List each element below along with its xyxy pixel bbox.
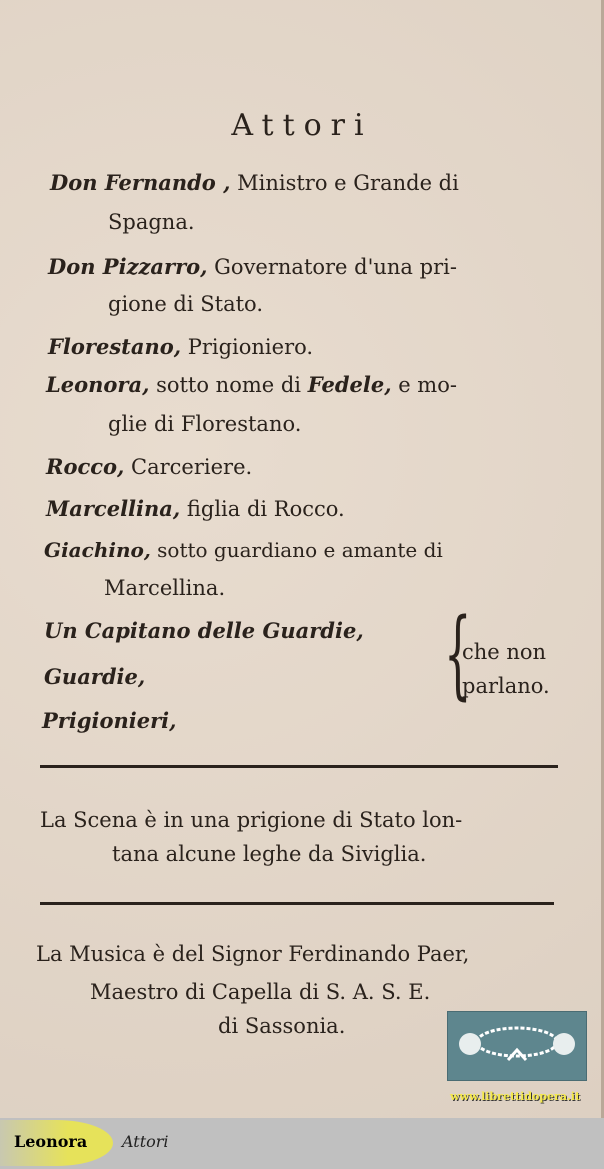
footer-bar	[0, 1118, 604, 1169]
cast-line	[46, 372, 457, 397]
silent-role: Un Capitano delle Guardie,	[44, 618, 364, 643]
role-name: Giachino,	[44, 538, 151, 562]
silent-note: che non	[462, 640, 547, 664]
role-name: Don Fernando ,	[50, 170, 231, 195]
scene-line: tana alcune leghe da Siviglia.	[112, 842, 427, 866]
role-name: Marcellina,	[46, 496, 181, 521]
divider	[40, 902, 554, 905]
cast-line-cont: gione di Stato.	[108, 292, 263, 316]
cast-line-cont: Spagna.	[108, 210, 195, 234]
cast-line	[46, 496, 345, 521]
cast-line	[50, 170, 459, 195]
page-title: Attori	[231, 108, 373, 143]
music-line: di Sassonia.	[218, 1014, 346, 1038]
role-desc: Ministro e Grande di	[230, 171, 459, 195]
role-name: Don Pizzarro,	[48, 254, 208, 279]
role-desc: figlia di Rocco.	[180, 497, 345, 521]
role-desc: e mo-	[391, 373, 457, 397]
brace: {	[444, 598, 472, 710]
opera-title[interactable]: Leonora	[14, 1132, 88, 1151]
silent-role: Guardie,	[44, 664, 146, 689]
cast-line	[48, 254, 457, 279]
role-name: Leonora,	[46, 372, 150, 397]
cast-line-cont: glie di Florestano.	[108, 412, 302, 436]
silent-role: Prigionieri,	[42, 708, 177, 733]
scene-line: La Scena è in una prigione di Stato lon-	[40, 808, 463, 832]
role-desc: Carceriere.	[124, 455, 253, 479]
divider	[40, 765, 558, 768]
cast-line	[48, 334, 313, 359]
role-name: Rocco,	[46, 454, 125, 479]
cast-line-cont: Marcellina.	[104, 576, 226, 600]
silent-note: parlano.	[462, 674, 550, 698]
watermark-link[interactable]: www.librettidopera.it	[450, 1090, 581, 1103]
cast-line	[46, 454, 252, 479]
role-desc: Governatore d'una pri-	[207, 255, 457, 279]
role-name: Florestano,	[48, 334, 182, 359]
music-line: La Musica è del Signor Ferdinando Paer,	[36, 942, 470, 966]
role-desc: Prigioniero.	[181, 335, 314, 359]
music-line: Maestro di Capella di S. A. S. E.	[90, 980, 431, 1004]
cherubs-logo-icon	[447, 1011, 587, 1081]
role-desc: sotto nome di	[149, 373, 308, 397]
role-desc: sotto guardiano e amante di	[150, 538, 443, 562]
section-title: Attori	[122, 1132, 169, 1151]
role-alias: Fedele,	[307, 372, 392, 397]
cast-line	[44, 538, 443, 562]
